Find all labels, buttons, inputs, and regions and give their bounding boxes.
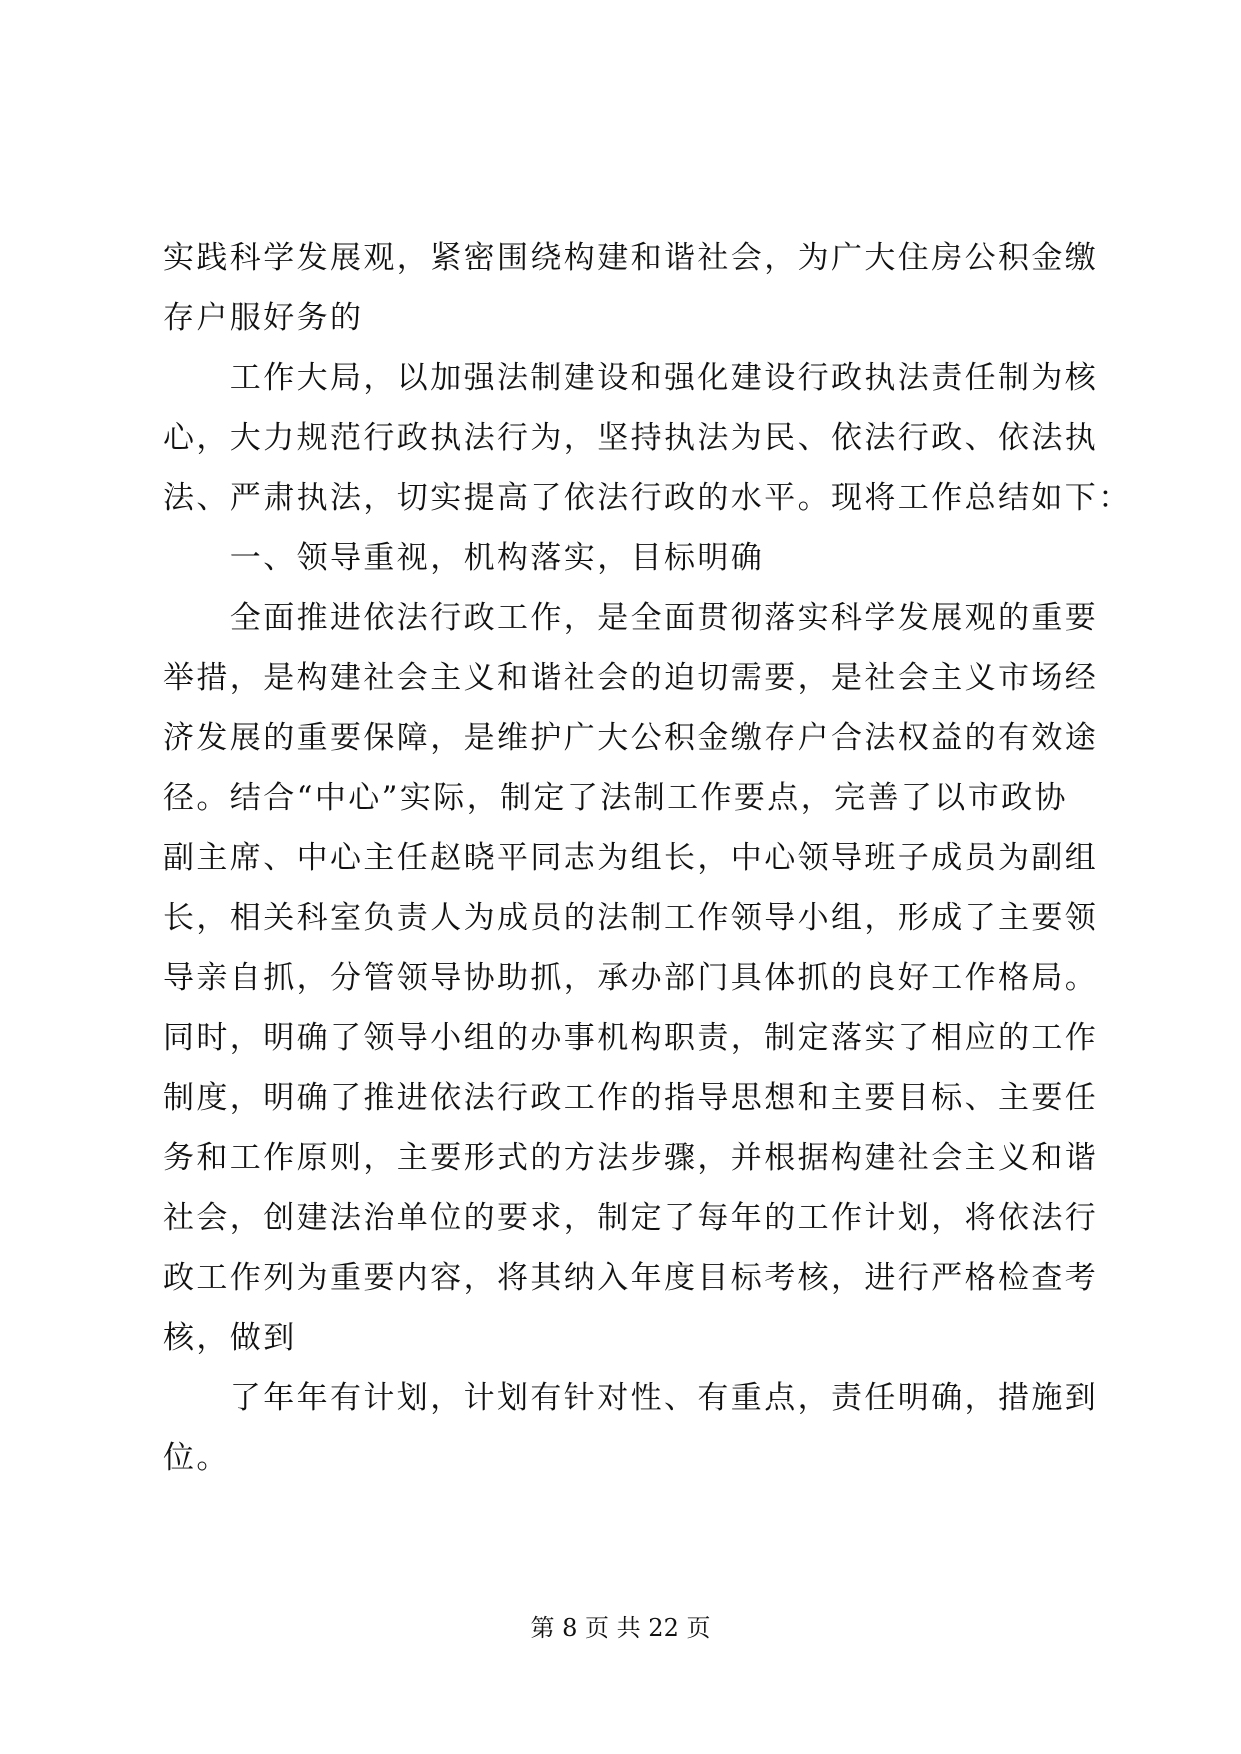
text-line: 全面推进依法行政工作，是全面贯彻落实科学发展观的重要	[163, 600, 1099, 636]
text-line: 了年年有计划，计划有针对性、有重点，责任明确，措施到	[163, 1380, 1099, 1416]
text-line: 长，相关科室负责人为成员的法制工作领导小组，形成了主要领	[163, 900, 1099, 936]
section-heading: 一、领导重视，机构落实，目标明确	[163, 540, 765, 576]
text-line: 核，做到	[163, 1320, 297, 1356]
text-line: 位。	[163, 1440, 230, 1476]
text-line: 副主席、中心主任赵晓平同志为组长，中心领导班子成员为副组	[163, 840, 1099, 876]
text-line: 心，大力规范行政执法行为，坚持执法为民、依法行政、依法执	[163, 420, 1099, 456]
text-line: 济发展的重要保障，是维护广大公积金缴存户合法权益的有效途	[163, 720, 1099, 756]
text-line: 工作大局，以加强法制建设和强化建设行政执法责任制为核	[163, 360, 1099, 396]
text-line: 同时，明确了领导小组的办事机构职责，制定落实了相应的工作	[163, 1020, 1099, 1056]
text-line: 存户服好务的	[163, 300, 364, 336]
text-line: 实践科学发展观，紧密围绕构建和谐社会，为广大住房公积金缴	[163, 240, 1099, 276]
page-number-footer: 第 8 页 共 22 页	[530, 1614, 711, 1642]
body-text	[163, 228, 1132, 1488]
text-line: 社会，创建法治单位的要求，制定了每年的工作计划，将依法行	[163, 1200, 1099, 1236]
text-line: 政工作列为重要内容，将其纳入年度目标考核，进行严格检查考	[163, 1260, 1099, 1296]
text-line: 法、严肃执法，切实提高了依法行政的水平。现将工作总结如下：	[163, 480, 1132, 516]
text-line: 径。结合“中心”实际，制定了法制工作要点，完善了以市政协	[163, 780, 1068, 816]
text-line: 务和工作原则，主要形式的方法步骤，并根据构建社会主义和谐	[163, 1140, 1099, 1176]
text-line: 举措，是构建社会主义和谐社会的迫切需要，是社会主义市场经	[163, 660, 1099, 696]
text-line: 制度，明确了推进依法行政工作的指导思想和主要目标、主要任	[163, 1080, 1099, 1116]
text-line: 导亲自抓，分管领导协助抓，承办部门具体抓的良好工作格局。	[163, 960, 1099, 996]
